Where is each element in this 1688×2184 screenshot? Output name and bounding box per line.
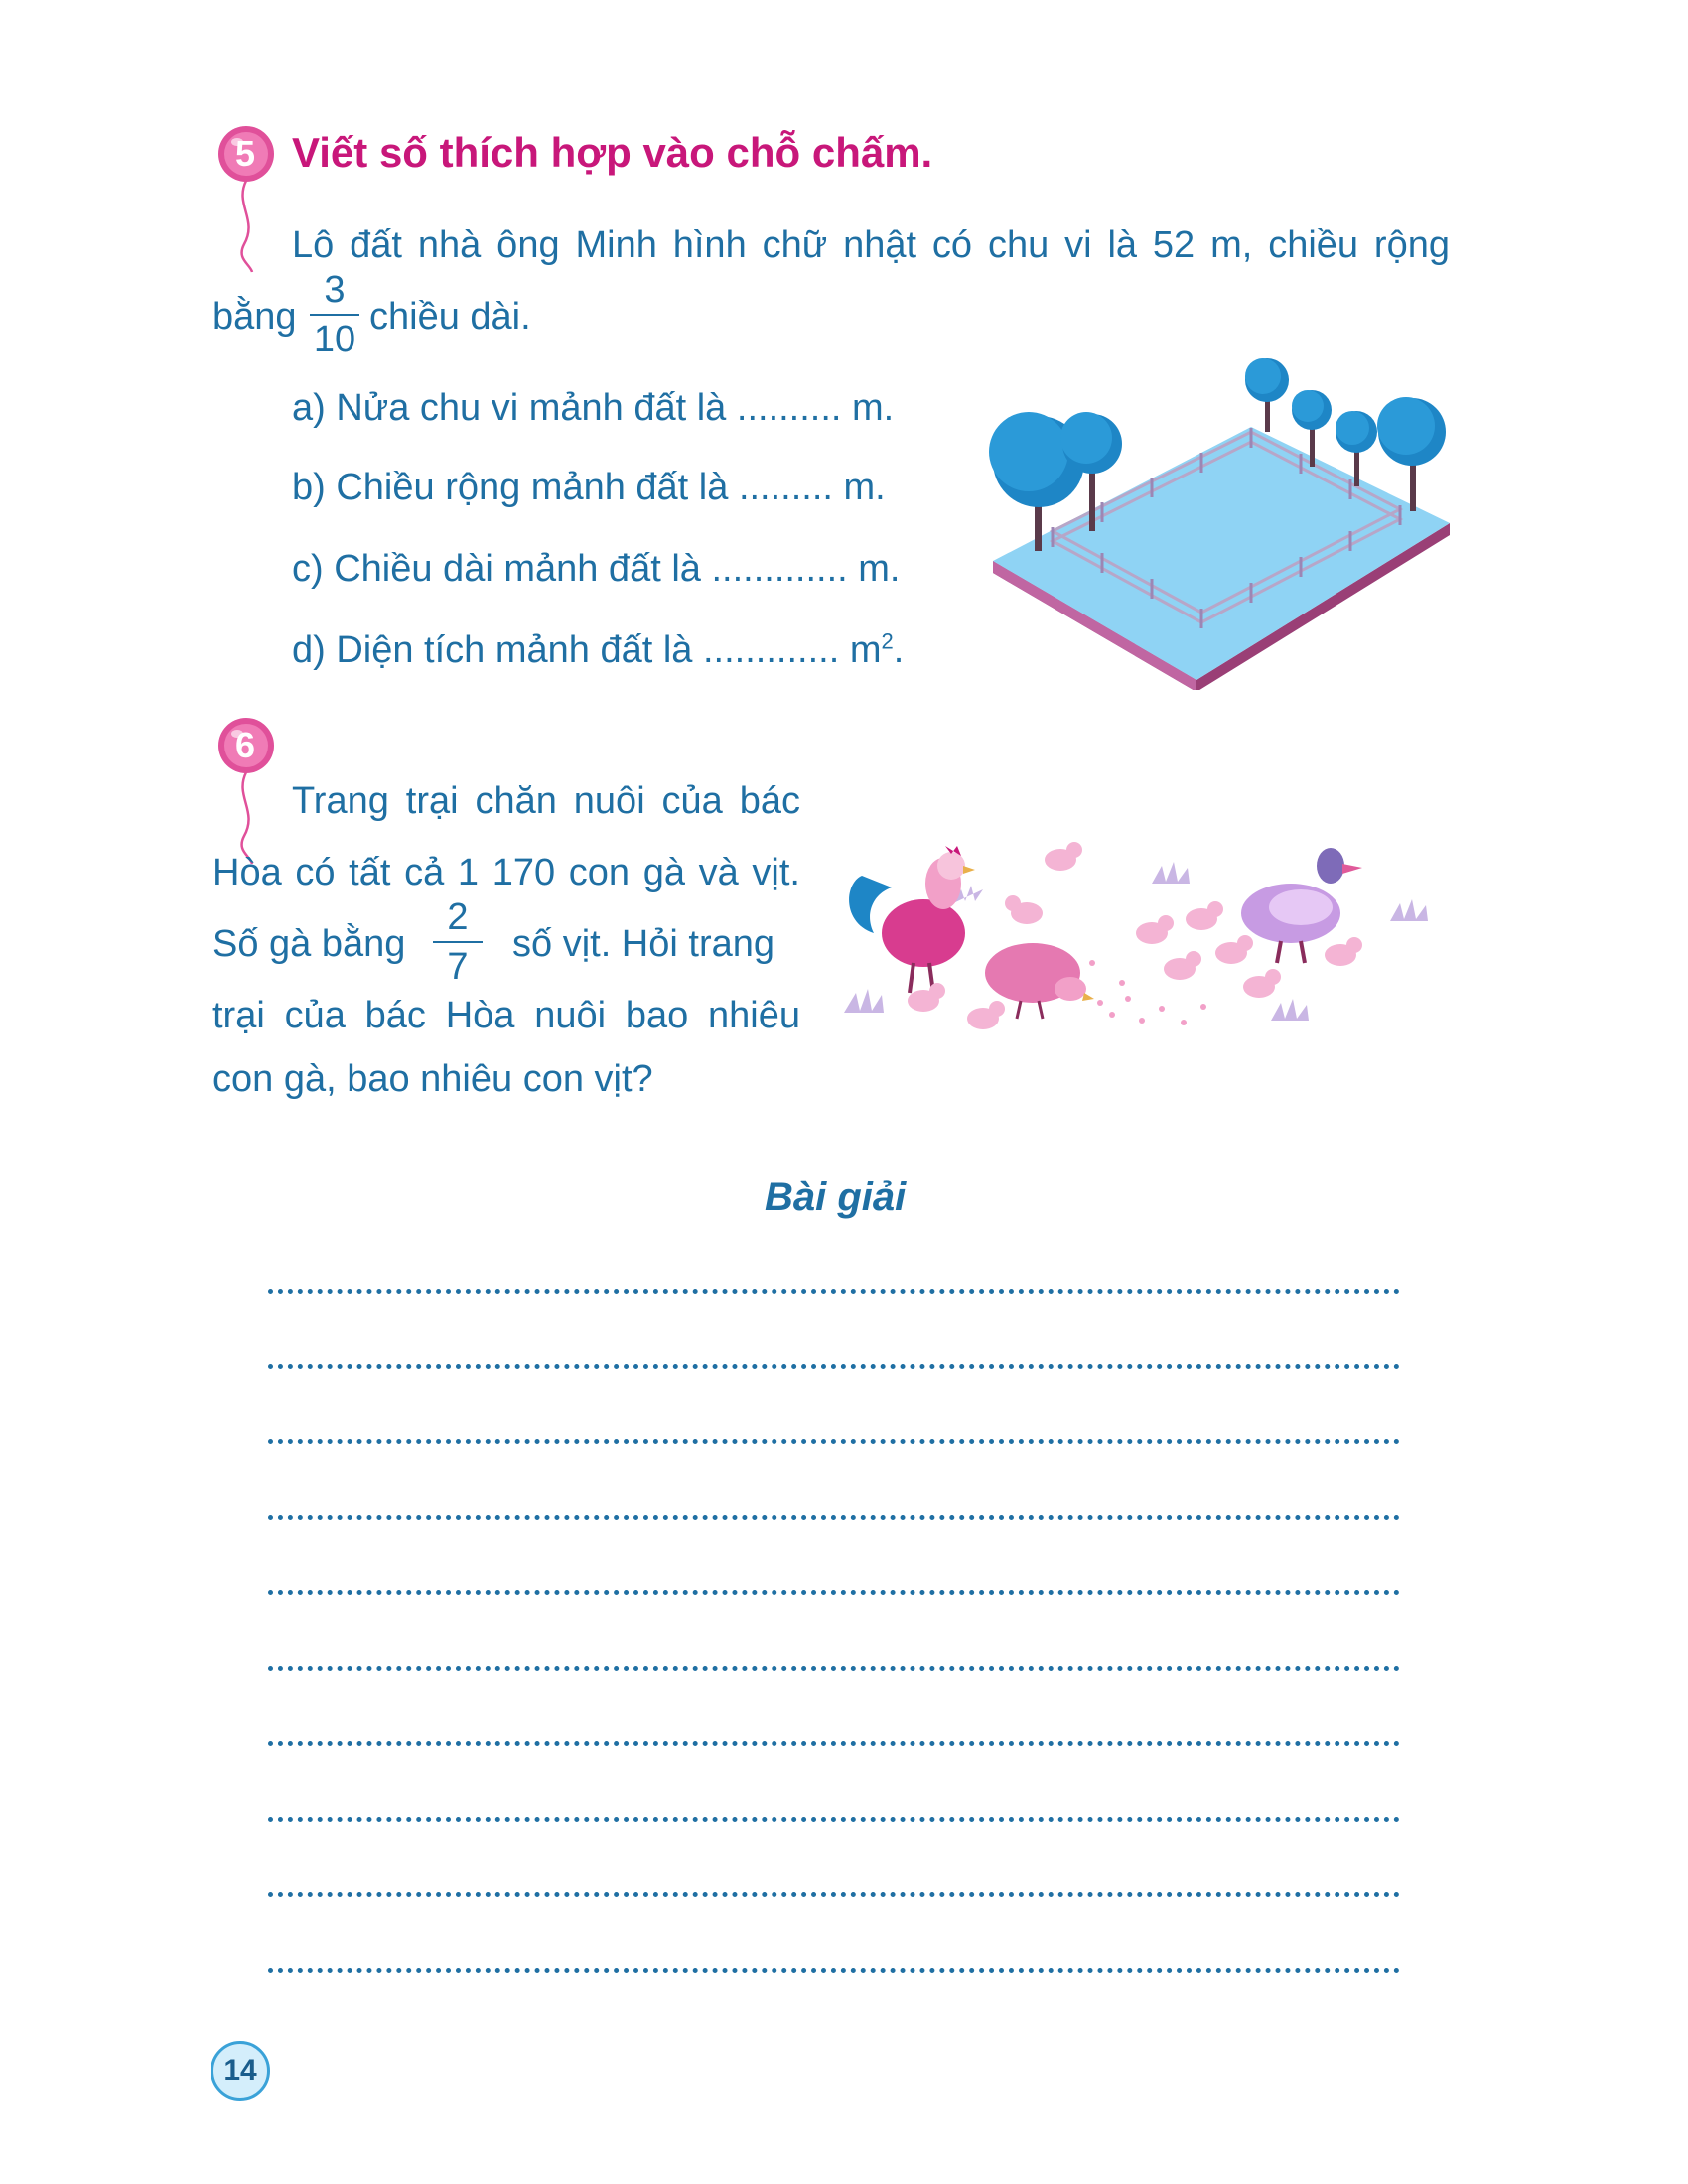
item-unit-end: . [893,629,905,671]
balloon-badge-5 [216,125,276,274]
exercise-5-intro-prefix: bằng [212,296,297,338]
exercise-6-line3-prefix: Số gà bằng [212,923,406,965]
exercise-5-title: Viết số thích hợp vào chỗ chấm. [292,129,933,176]
exercise-number: 6 [234,725,256,765]
item-unit: m. [858,548,901,590]
item-unit: m [849,629,882,671]
answer-blank-d[interactable]: ............. [703,629,840,671]
exercise-5-item-a [292,387,894,430]
answer-blank-a[interactable]: .......... [736,387,842,429]
item-unit: m. [852,387,895,429]
answer-line[interactable] [268,1590,1400,1595]
answer-line[interactable] [268,1741,1400,1746]
answer-line[interactable] [268,1817,1400,1822]
unit-superscript: 2 [881,628,894,654]
fraction-2-7 [433,895,483,989]
exercise-5-intro-line1: Lô đất nhà ông Minh hình chữ nhật có chu vi là 52 m, chiều rộng [292,224,1450,266]
farm-animals-illustration [834,824,1470,1052]
page-number: 14 [211,2041,270,2101]
exercise-5-item-d [292,629,904,672]
solution-title: Bài giải [765,1175,907,1219]
fraction-denominator: 10 [313,319,356,360]
answer-blank-c[interactable]: ............. [711,548,848,590]
item-label: d) Diện tích mảnh đất là [292,629,693,671]
balloon-badge-6 [216,717,276,866]
exercise-6-line1: Trang trại chăn nuôi của bác [292,780,800,822]
fraction-numerator: 2 [447,896,469,938]
exercise-5-intro-suffix: chiều dài. [369,296,531,338]
answer-line[interactable] [268,1289,1400,1294]
answer-line[interactable] [268,1364,1400,1369]
exercise-6-line5: con gà, bao nhiêu con vịt? [212,1058,653,1100]
exercise-number: 5 [234,133,256,174]
fraction-bar [310,314,359,316]
fraction-numerator: 3 [324,269,346,311]
answer-line[interactable] [268,1666,1400,1671]
answer-line[interactable] [268,1968,1400,1973]
exercise-6-line4: trại của bác Hòa nuôi bao nhiêu [212,995,800,1036]
fraction-3-10 [310,268,359,361]
exercise-6-line2: Hòa có tất cả 1 170 con gà và vịt. [212,852,800,893]
item-label: a) Nửa chu vi mảnh đất là [292,387,727,429]
answer-blank-b[interactable]: ......... [738,467,833,508]
answer-line[interactable] [268,1515,1400,1520]
answer-line[interactable] [268,1439,1400,1444]
fraction-bar [433,941,483,943]
rooster-icon [849,846,975,993]
fraction-denominator: 7 [447,946,469,988]
exercise-6-line3-suffix: số vịt. Hỏi trang [512,923,774,965]
exercise-5-item-c [292,548,901,591]
item-label: b) Chiều rộng mảnh đất là [292,467,729,508]
item-label: c) Chiều dài mảnh đất là [292,548,701,590]
tree-icon [1245,358,1289,432]
land-plot-illustration [983,352,1460,690]
item-unit: m. [843,467,886,508]
answer-line[interactable] [268,1892,1400,1897]
exercise-5-item-b [292,467,886,509]
